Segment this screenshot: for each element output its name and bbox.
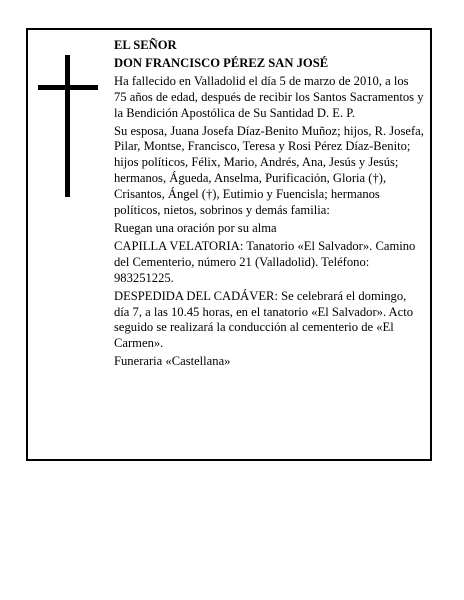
obituary-text (114, 38, 424, 372)
farewell-info (114, 289, 424, 353)
chapel-label: CAPILLA VELATORIA: (114, 238, 244, 253)
farewell-label: DESPEDIDA DEL CADÁVER: (114, 288, 278, 303)
cross-horizontal-bar (38, 85, 98, 90)
family-list: Su esposa, Juana Josefa Díaz-Benito Muñoz; hijos, R. Josefa, Pilar, Montse, Francisco, Teresa y Rosi Pérez Díaz-Benito; hijos políticos, Félix, Mario, Andrés, Ana, Jesús y Jesús; hermanos, Águeda, Anselma, Purificación, Gloria (†), Crisantos, Ángel (†), Eutimio y Fuencisla; hermanos políticos, nietos, sobrinos y demás familia: (114, 123, 424, 218)
chapel-info (114, 239, 424, 287)
cross-icon (38, 55, 98, 197)
prayer-request: Ruegan una oración por su alma (114, 220, 277, 235)
deceased-name: DON FRANCISCO PÉREZ SAN JOSÉ (114, 55, 329, 70)
title-line-1: EL SEÑOR (114, 38, 177, 52)
chapel-details: Tanatorio «El Salvador». Camino del Cementerio, número 21 (Valladolid). Teléfono: 983251225. (114, 238, 416, 285)
death-announcement: Ha fallecido en Valladolid el día 5 de marzo de 2010, a los 75 años de edad, después de recibir los Santos Sacramentos y la Bendición Apostólica de Su Santidad D. E. P. (114, 73, 424, 120)
funeral-home: Funeraria «Castellana» (114, 354, 231, 369)
cross-vertical-bar (65, 55, 70, 197)
farewell-details: Se celebrará el domingo, día 7, a las 10.45 horas, en el tanatorio «El Salvador». Acto seguido se realizará la conducción al cementerio de «El Carmen». (114, 288, 414, 351)
